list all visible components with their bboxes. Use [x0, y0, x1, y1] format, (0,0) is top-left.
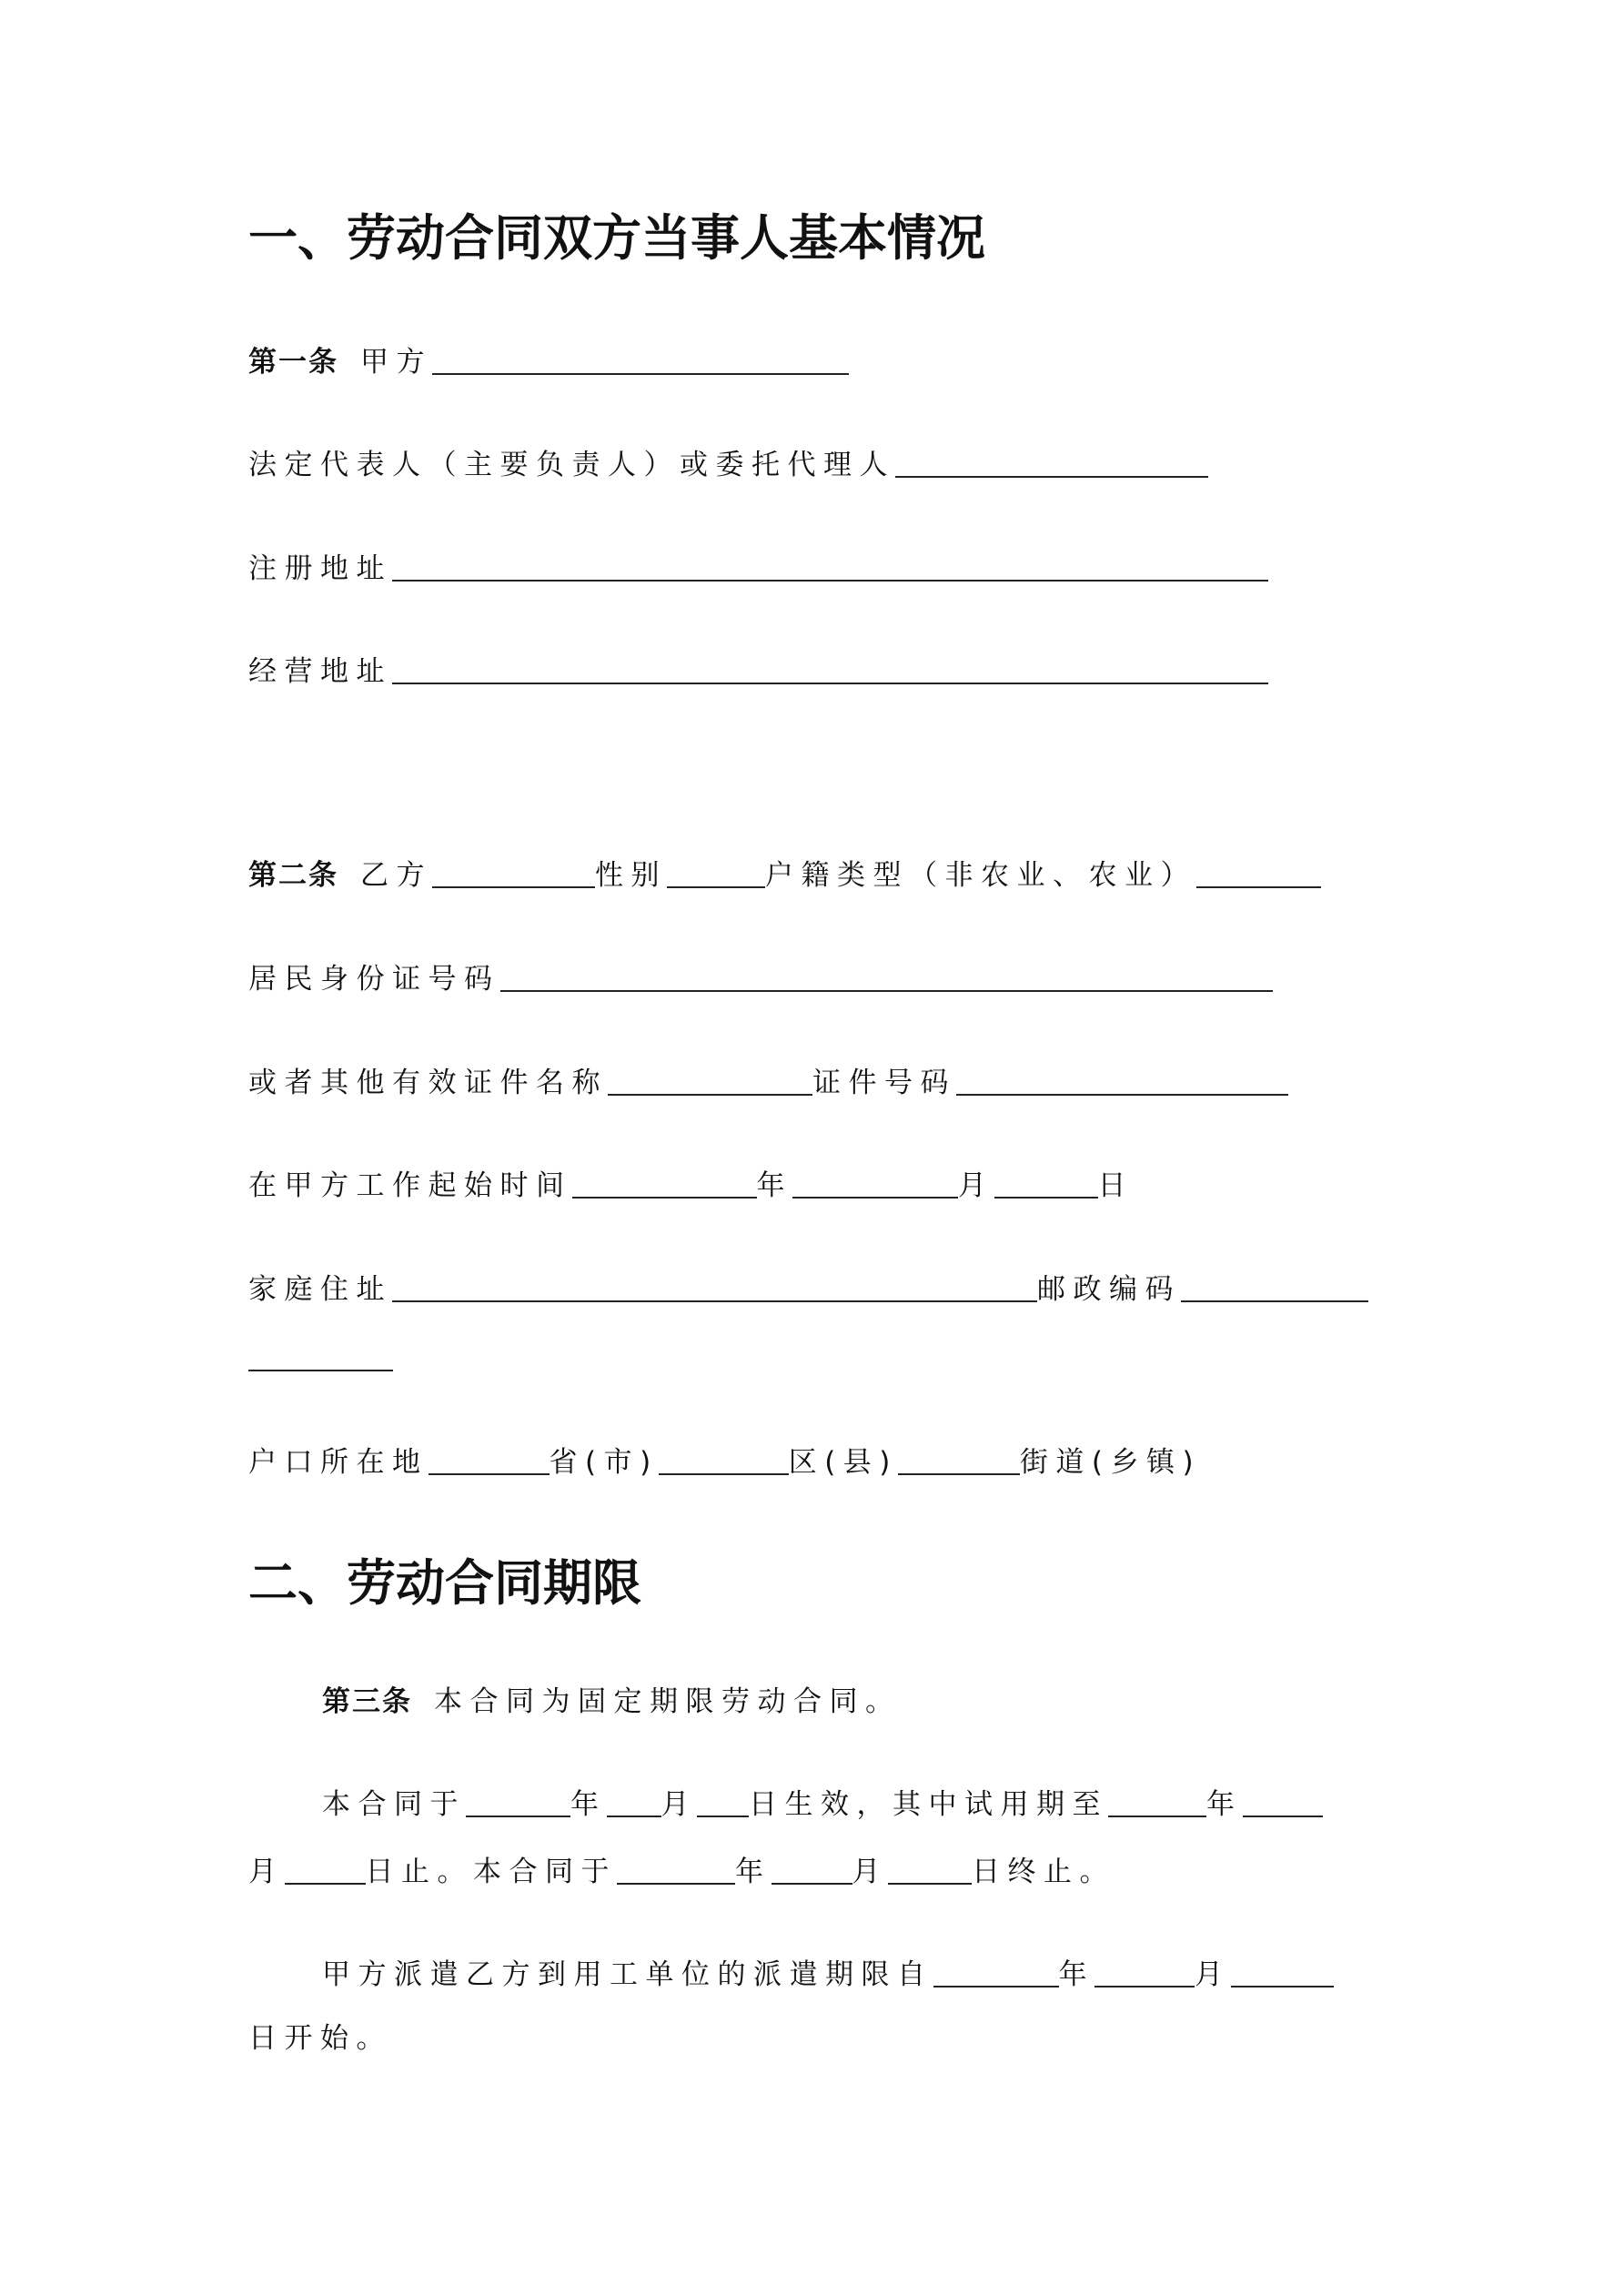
field-label: 街道(乡镇) [1019, 1446, 1202, 1479]
street-blank[interactable] [898, 1446, 1020, 1475]
field-label: 区(县) [788, 1446, 898, 1479]
field-label: 户口所在地 [248, 1446, 429, 1479]
article-label: 第三条 [322, 1685, 412, 1718]
text: 日终止。 [972, 1856, 1115, 1888]
reg-address-blank[interactable] [392, 552, 1268, 582]
text: 日生效，其中试用期至 [749, 1788, 1108, 1821]
article-text: 本合同为固定期限劳动合同。 [434, 1685, 902, 1718]
gender-blank[interactable] [667, 859, 765, 888]
text: 日止。本合同于 [365, 1856, 617, 1888]
field-label: 家庭住址 [248, 1273, 392, 1306]
text: 月 [661, 1788, 697, 1821]
field-label: 法定代表人（主要负责人）或委托代理人 [248, 449, 895, 481]
field-label: 乙方 [360, 859, 432, 892]
field-label: 日 [1097, 1169, 1134, 1202]
end-day-blank[interactable] [888, 1856, 972, 1885]
start-day-blank[interactable] [994, 1169, 1098, 1199]
start-date-line [248, 1168, 1134, 1204]
end-year-blank[interactable] [617, 1856, 735, 1885]
home-address-blank[interactable] [392, 1273, 1037, 1302]
text: 月 [1195, 1958, 1231, 1991]
party-a-blank[interactable] [432, 346, 849, 375]
province-blank[interactable] [429, 1446, 550, 1475]
probation-day-blank[interactable] [285, 1856, 366, 1885]
text: 月 [248, 1856, 285, 1888]
article-label: 第二条 [248, 859, 338, 892]
section-heading-2: 二、劳动合同期限 [248, 1554, 641, 1612]
id-number-blank[interactable] [500, 963, 1273, 992]
field-label: 甲方 [360, 346, 432, 379]
field-label: 年 [756, 1169, 792, 1202]
other-id-line [248, 1065, 1288, 1101]
field-label: 经营地址 [248, 655, 392, 688]
field-label: 或者其他有效证件名称 [248, 1067, 608, 1099]
field-label: 户籍类型（非农业、农业） [765, 859, 1196, 892]
dispatch-line-1 [322, 1957, 1334, 1993]
dispatch-day-blank[interactable] [1231, 1958, 1334, 1988]
field-label: 注册地址 [248, 552, 392, 585]
text: 本合同于 [322, 1788, 466, 1821]
text: 年 [1206, 1788, 1243, 1821]
district-blank[interactable] [659, 1446, 789, 1475]
article-2-line [248, 857, 1321, 894]
field-label: 邮政编码 [1037, 1273, 1181, 1306]
hukou-line [248, 1444, 1201, 1481]
field-label: 性别 [595, 859, 667, 892]
probation-year-blank[interactable] [1108, 1788, 1206, 1817]
probation-month-blank[interactable] [1243, 1788, 1323, 1817]
biz-address-blank[interactable] [392, 655, 1268, 684]
section-heading-1: 一、劳动合同双方当事人基本情况 [248, 209, 985, 267]
start-month-blank[interactable] [792, 1169, 958, 1199]
postcode-blank[interactable] [1181, 1273, 1368, 1302]
effective-year-blank[interactable] [466, 1788, 570, 1817]
field-label: 证件号码 [812, 1067, 956, 1099]
term-line-1 [322, 1786, 1323, 1823]
reg-address-line [248, 551, 1268, 587]
dispatch-line-2: 日开始。 [248, 2022, 392, 2055]
text: 年 [570, 1788, 607, 1821]
term-line-2 [248, 1854, 1115, 1890]
article-3-line [322, 1684, 902, 1720]
text: 年 [1058, 1958, 1094, 1991]
article-1-line [248, 344, 849, 380]
postcode-blank-cont[interactable] [248, 1342, 393, 1371]
postcode-continuation [248, 1340, 393, 1377]
field-label: 在甲方工作起始时间 [248, 1169, 572, 1202]
dispatch-month-blank[interactable] [1094, 1958, 1195, 1988]
party-b-blank[interactable] [432, 859, 595, 888]
text: 月 [852, 1856, 888, 1888]
other-id-number-blank[interactable] [956, 1067, 1288, 1096]
id-number-line [248, 961, 1273, 997]
biz-address-line [248, 653, 1268, 690]
field-label: 省(市) [549, 1446, 659, 1479]
field-label: 月 [958, 1169, 994, 1202]
end-month-blank[interactable] [772, 1856, 852, 1885]
article-label: 第一条 [248, 346, 338, 379]
other-id-name-blank[interactable] [608, 1067, 812, 1096]
field-label: 居民身份证号码 [248, 963, 500, 996]
effective-day-blank[interactable] [697, 1788, 749, 1817]
text: 年 [735, 1856, 772, 1888]
legal-rep-blank[interactable] [895, 449, 1208, 478]
dispatch-year-blank[interactable] [933, 1958, 1059, 1988]
effective-month-blank[interactable] [607, 1788, 661, 1817]
legal-rep-line [248, 447, 1208, 483]
start-year-blank[interactable] [572, 1169, 757, 1199]
home-address-line [248, 1271, 1368, 1308]
text: 甲方派遣乙方到用工单位的派遣期限自 [322, 1958, 933, 1991]
hukou-type-blank[interactable] [1196, 859, 1321, 888]
